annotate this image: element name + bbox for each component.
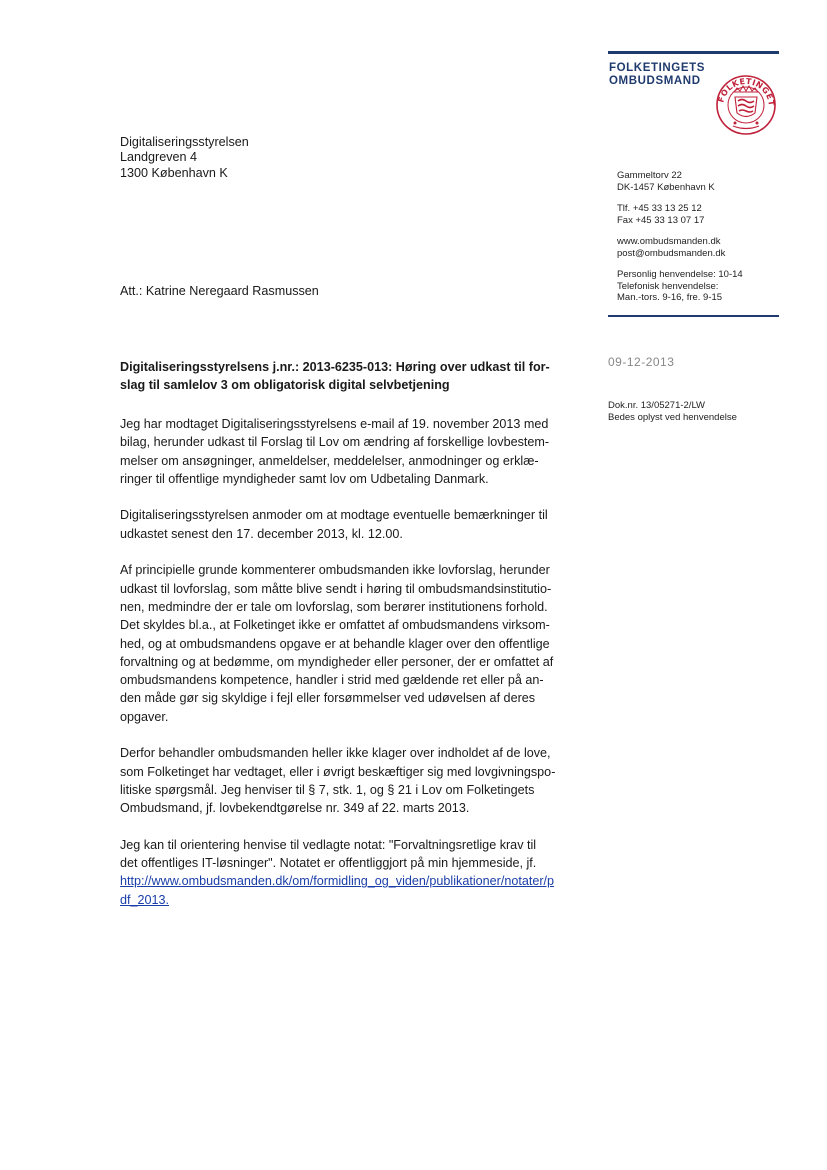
paragraph-line: Digitaliseringsstyrelsen anmoder om at modtage eventuelle bemærkninger til: [120, 508, 548, 523]
title-line-2: slag til samlelov 3 om obligatorisk digital selvbetjening: [120, 377, 450, 392]
bottom-rule: [608, 315, 779, 317]
paragraph-line: opgaver.: [120, 709, 169, 724]
contact-web[interactable]: www.ombudsmanden.dk: [617, 236, 721, 247]
seal-icon: [713, 71, 779, 137]
recipient-name: Digitaliseringsstyrelsen: [120, 135, 249, 149]
paragraph-line: Af principielle grunde kommenterer ombudsmanden ikke lovforslag, herunder: [120, 563, 550, 578]
publication-link[interactable]: http://www.ombudsmanden.dk/om/formidling_og_viden/publikationer/notater/p: [120, 874, 555, 889]
paragraph-line: melser om ansøgninger, anmeldelser, meddelelser, anmodninger og erklæ-: [120, 453, 539, 468]
publication-link[interactable]: df_2013.: [120, 892, 170, 907]
contact-phone-hours: Man.-tors. 9-16, fre. 9-15: [617, 292, 723, 304]
letterhead-brand: [609, 62, 705, 88]
contact-city: DK-1457 København K: [617, 181, 715, 193]
recipient-city: 1300 København K: [120, 165, 228, 180]
body-paragraph: [120, 744, 588, 817]
contact-street: Gammeltorv 22: [617, 170, 682, 181]
letter-date: 09-12-2013: [608, 355, 675, 369]
title-line-1: Digitaliseringsstyrelsens j.nr.: 2013-6235-013: Høring over udkast til for-: [120, 360, 550, 374]
body-paragraph: [120, 836, 588, 909]
body-paragraph: [120, 506, 588, 543]
paragraph-line: Derfor behandler ombudsmanden heller ikke klager over indholdet af de love,: [120, 746, 551, 761]
brand-line-2: OMBUDSMAND: [609, 75, 701, 87]
paragraph-line: ombudsmandens kompetence, handler i strid med gældende ret eller på an-: [120, 673, 544, 688]
dok-note: Bedes oplyst ved henvendelse: [608, 412, 737, 423]
contact-phone-block: [617, 203, 704, 226]
recipient-address: [120, 135, 249, 181]
seal-text: FOLKETINGET: [716, 76, 777, 107]
letter-title: [120, 359, 590, 394]
paragraph-line: den måde gør sig skyldige i fejl eller forsømmelser ved udøvelsen af deres: [120, 691, 536, 706]
letter-body: [120, 415, 588, 927]
contact-phone-label: Telefonisk henvendelse:: [617, 280, 719, 292]
contact-personal: Personlig henvendelse: 10-14: [617, 269, 743, 280]
paragraph-line: udkast til lovforslag, som måtte blive sendt i høring til ombudsmandsinstitutio-: [120, 581, 552, 596]
paragraph-line: litiske spørgsmål. Jeg henviser til § 7, stk. 1, og § 21 i Lov om Folketingets: [120, 782, 535, 797]
contact-tlf: Tlf. +45 33 13 25 12: [617, 203, 702, 214]
contact-fax: Fax +45 33 13 07 17: [617, 214, 705, 226]
paragraph-line: Jeg kan til orientering henvise til vedlagte notat: "Forvaltningsretlige krav til: [120, 837, 537, 852]
paragraph-line: Ombudsmand, jf. lovbekendtgørelse nr. 349 af 22. marts 2013.: [120, 801, 470, 816]
recipient-att: Att.: Katrine Neregaard Rasmussen: [120, 284, 319, 298]
document-number: [608, 400, 737, 424]
paragraph-line: udkastet senest den 17. december 2013, kl. 12.00.: [120, 526, 403, 541]
paragraph-line: Jeg har modtaget Digitaliseringsstyrelsens e-mail af 19. november 2013 med: [120, 417, 549, 431]
contact-email[interactable]: post@ombudsmanden.dk: [617, 247, 726, 259]
brand-line-1: FOLKETINGETS: [609, 62, 706, 74]
recipient-street: Landgreven 4: [120, 150, 198, 165]
top-rule: [608, 51, 779, 54]
contact-online: [617, 236, 725, 259]
contact-address: [617, 170, 715, 193]
paragraph-line: Det skyldes bl.a., at Folketinget ikke er omfattet af ombudsmandens virksom-: [120, 618, 550, 633]
paragraph-line: forvaltning og at bedømme, om myndigheder eller personer, der er omfattet af: [120, 654, 554, 669]
paragraph-line: det offentliges IT-løsninger". Notatet er offentliggjort på min hjemmeside, jf.: [120, 856, 537, 871]
paragraph-line: hed, og at ombudsmandens opgave er at behandle klager over den offentlige: [120, 636, 550, 651]
paragraph-line: som Folketinget har vedtaget, eller i øvrigt beskæftiger sig med lovgivningspo-: [120, 764, 556, 779]
paragraph-line: bilag, herunder udkast til Forslag til Lov om ændring af forskellige lovbestem-: [120, 435, 550, 450]
paragraph-line: nen, medmindre der er tale om lovforslag, som berører institutionens forhold.: [120, 599, 548, 614]
body-paragraph: [120, 561, 588, 726]
paragraph-line: ringer til offentlige myndigheder samt lov om Udbetaling Danmark.: [120, 471, 489, 486]
dok-nr: Dok.nr. 13/05271-2/LW: [608, 400, 705, 411]
contact-hours: [617, 269, 743, 304]
body-paragraph: [120, 415, 588, 488]
